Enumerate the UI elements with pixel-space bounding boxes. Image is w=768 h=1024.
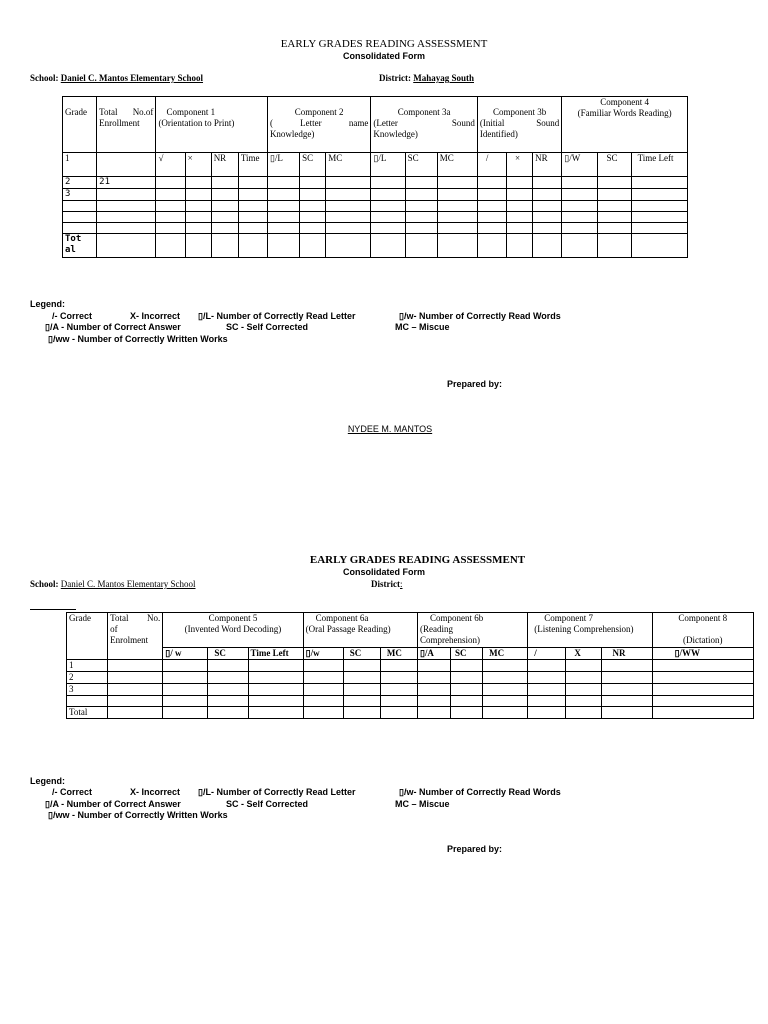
- subheader-cell: ×: [185, 153, 211, 177]
- legend-words: ▯/w- Number of Correctly Read Words: [399, 311, 561, 321]
- subheader-cell: /: [528, 648, 566, 660]
- subheader-cell: ▯/W: [562, 153, 598, 177]
- legend-incorrect: X- Incorrect: [130, 311, 181, 321]
- legend-written: ▯/ww - Number of Correctly Written Works: [48, 334, 228, 344]
- form2-header-row: [67, 613, 754, 648]
- subheader-cell: √: [156, 153, 185, 177]
- prepared-by-label: Prepared by:: [447, 379, 503, 389]
- legend-self-corrected: SC - Self Corrected: [226, 799, 309, 809]
- form2-subheader-row: [67, 648, 754, 660]
- subheader-cell: MC: [326, 153, 371, 177]
- missing-glyph-icon: ▯: [48, 334, 53, 344]
- form1-school-row: [30, 73, 253, 83]
- legend-miscue: MC – Miscue: [395, 322, 450, 332]
- header-component-1: Component 1 (Orientation to Print): [156, 97, 268, 153]
- legend-letter: ▯/L- Number of Correctly Read Letter: [198, 311, 356, 321]
- missing-glyph-icon: ▯: [564, 153, 570, 163]
- subheader-cell: Time Left: [631, 153, 687, 177]
- subheader-cell: ▯/WW: [652, 648, 753, 660]
- form1-table: [62, 96, 688, 258]
- grade-cell[interactable]: 2: [63, 177, 97, 189]
- subheader-cell: /: [477, 153, 506, 177]
- legend-title: Legend:: [30, 776, 65, 786]
- header-component-7: Component 7 (Listening Comprehension): [528, 613, 652, 648]
- table-row: [67, 660, 754, 672]
- legend-written: ▯/ww - Number of Correctly Written Works: [48, 810, 228, 820]
- header-component-8: Component 8 (Dictation): [652, 613, 753, 648]
- subheader-cell: ▯/A: [417, 648, 450, 660]
- subheader-cell: Time: [238, 153, 267, 177]
- legend-words: ▯/w- Number of Correctly Read Words: [399, 787, 561, 797]
- missing-glyph-icon: ▯: [165, 648, 171, 658]
- subheader-cell: SC: [451, 648, 483, 660]
- subheader-cell: MC: [437, 153, 477, 177]
- header-component-6b: Component 6b (Reading Comprehension): [417, 613, 527, 648]
- missing-glyph-icon: ▯: [45, 799, 50, 809]
- table-row: [63, 201, 688, 212]
- form1-subheader-row: [63, 153, 688, 177]
- blank-line: [30, 609, 76, 610]
- total-row-label: Tot al: [63, 234, 97, 258]
- missing-glyph-icon: ▯: [269, 153, 275, 163]
- subheader-cell: ▯/L: [371, 153, 405, 177]
- district-value[interactable]: :: [400, 579, 403, 589]
- header-total: Total No. of Enrolment: [108, 613, 163, 660]
- header-component-3b: Component 3b (Initial Sound Identified): [477, 97, 561, 153]
- subheader-cell: Time Left: [248, 648, 303, 660]
- grade-cell[interactable]: 3: [63, 189, 97, 201]
- table-row: [67, 684, 754, 696]
- table-row: [63, 189, 688, 201]
- school-value[interactable]: Daniel C. Mantos Elementary School: [60, 73, 204, 83]
- missing-glyph-icon: ▯: [674, 648, 680, 658]
- missing-glyph-icon: ▯: [45, 322, 50, 332]
- form2-title: EARLY GRADES READING ASSESSMENT: [309, 554, 526, 566]
- total-row-label: Total: [67, 707, 108, 719]
- legend-self-corrected: SC - Self Corrected: [226, 322, 309, 332]
- missing-glyph-icon: ▯: [399, 311, 404, 321]
- form2-subtitle: Consolidated Form: [342, 567, 425, 577]
- form1-title: EARLY GRADES READING ASSESSMENT: [280, 38, 488, 50]
- missing-glyph-icon: ▯: [399, 787, 404, 797]
- subheader-cell: ▯/w: [303, 648, 343, 660]
- subheader-cell: SC: [405, 153, 437, 177]
- header-component-5: Component 5 (Invented Word Decoding): [163, 613, 303, 648]
- school-label: School:: [30, 73, 59, 83]
- subheader-cell: NR: [533, 153, 562, 177]
- header-component-6a: Component 6a (Oral Passage Reading): [303, 613, 417, 648]
- legend-correct: /- Correct: [52, 311, 93, 321]
- legend-answer: ▯/A - Number of Correct Answer: [45, 322, 181, 332]
- legend-miscue: MC – Miscue: [395, 799, 450, 809]
- legend-correct: /- Correct: [52, 787, 93, 797]
- subheader-cell: NR: [602, 648, 652, 660]
- district-label: District:: [379, 73, 411, 83]
- table-row: [63, 223, 688, 234]
- grade-cell[interactable]: 3: [67, 684, 108, 696]
- total-row: [63, 234, 688, 258]
- table-row: [67, 696, 754, 707]
- signatory-name: NYDEE M. MANTOS: [347, 424, 433, 434]
- subheader-cell: ▯/ w: [163, 648, 208, 660]
- legend-answer: ▯/A - Number of Correct Answer: [45, 799, 181, 809]
- form1-subtitle: Consolidated Form: [342, 51, 425, 61]
- total-row: [67, 707, 754, 719]
- header-grade: Grade: [67, 613, 108, 660]
- total-cell[interactable]: [97, 189, 156, 201]
- subheader-cell: MC: [380, 648, 417, 660]
- form2-table: [66, 612, 754, 719]
- subheader-cell: SC: [343, 648, 380, 660]
- subheader-cell: SC: [598, 153, 631, 177]
- subheader-cell: SC: [300, 153, 326, 177]
- subheader-cell: MC: [483, 648, 528, 660]
- grade-cell[interactable]: 1: [67, 660, 108, 672]
- legend-title: Legend:: [30, 299, 65, 309]
- subheader-cell: SC: [208, 648, 248, 660]
- header-component-4: Component 4 (Familiar Words Reading): [562, 97, 688, 153]
- missing-glyph-icon: ▯: [419, 648, 425, 658]
- prepared-by-label: Prepared by:: [447, 844, 503, 854]
- form1-header-row: [63, 97, 688, 153]
- form2-school-row: [30, 579, 216, 589]
- header-total: Total No.of Enrollment: [97, 97, 156, 153]
- school-label: School:: [30, 579, 59, 589]
- district-label: District: [371, 579, 400, 589]
- missing-glyph-icon: ▯: [305, 648, 311, 658]
- header-component-3a: Component 3a (Letter Sound Knowledge): [371, 97, 477, 153]
- grade-1-cell[interactable]: 1: [63, 153, 97, 177]
- subheader-cell: X: [566, 648, 602, 660]
- subheader-cell: ▯/L: [267, 153, 299, 177]
- missing-glyph-icon: ▯: [48, 810, 53, 820]
- table-row: [63, 212, 688, 223]
- missing-glyph-icon: ▯: [373, 153, 379, 163]
- header-component-2: Component 2 ( Letter name Knowledge): [267, 97, 370, 153]
- district-value[interactable]: Mahayag South: [413, 73, 474, 83]
- table-row: [63, 177, 688, 189]
- total-1-cell[interactable]: [97, 153, 156, 177]
- header-grade: Grade: [63, 97, 97, 153]
- subheader-cell: NR: [211, 153, 238, 177]
- total-cell[interactable]: 21: [97, 177, 156, 189]
- school-value[interactable]: Daniel C. Mantos Elementary School: [60, 579, 196, 589]
- form2-district-row: [371, 579, 450, 589]
- missing-glyph-icon: ▯: [198, 787, 203, 797]
- table-row: [67, 672, 754, 684]
- subheader-cell: ×: [507, 153, 533, 177]
- legend-letter: ▯/L- Number of Correctly Read Letter: [198, 787, 356, 797]
- grade-cell[interactable]: [67, 696, 108, 707]
- legend-incorrect: X- Incorrect: [130, 787, 181, 797]
- grade-cell[interactable]: 2: [67, 672, 108, 684]
- form1-district-row: [379, 73, 495, 83]
- missing-glyph-icon: ▯: [198, 311, 203, 321]
